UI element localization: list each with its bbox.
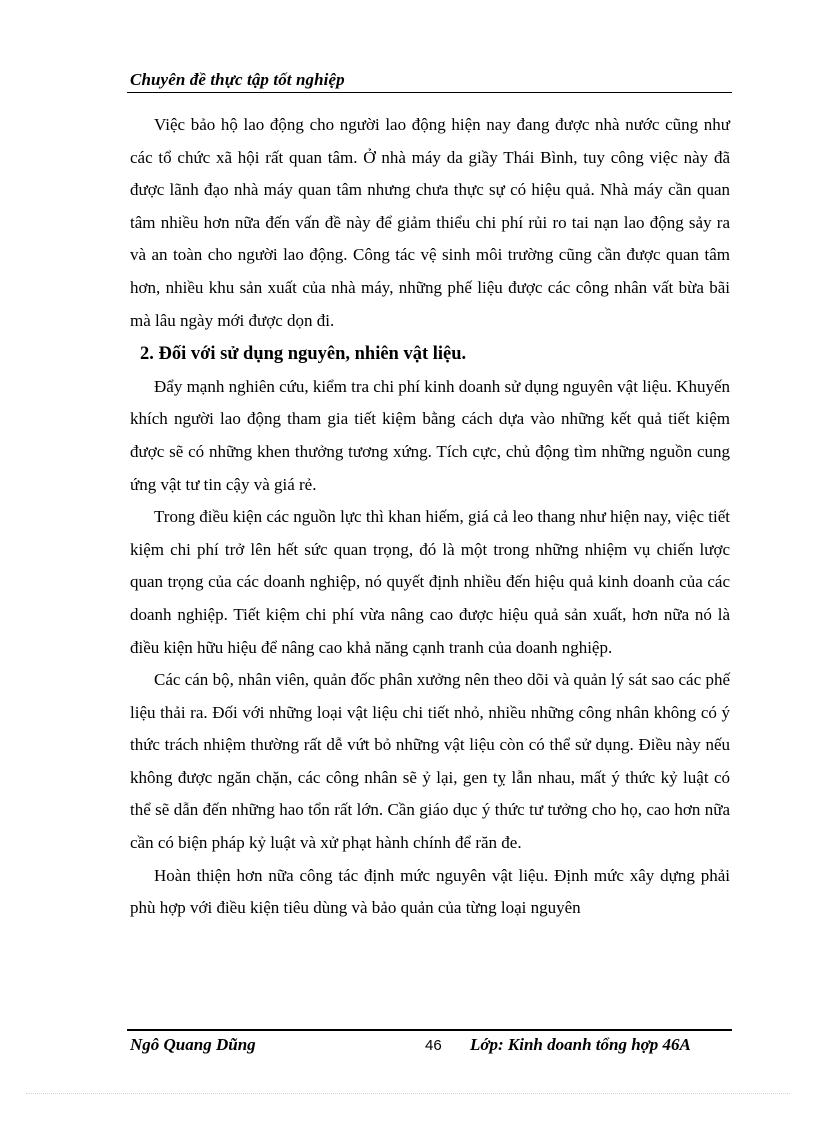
page-number: 46 <box>425 1037 442 1054</box>
paragraph-research: Đẩy mạnh nghiên cứu, kiểm tra chi phí kinh doanh sử dụng nguyên vật liệu. Khuyến khích người lao động tham gia tiết kiệm bằng cách dựa vào những kết quả tiết kiệm được sẽ có những khen thưởng tương xứng. Tích cực, chủ động tìm những nguồn cung ứng vật tư tin cậy và giá rẻ. <box>130 376 731 494</box>
header-divider <box>127 92 732 93</box>
paragraph-labor-protection: Việc bảo hộ lao động cho người lao động hiện nay đang được nhà nước cũng như các tổ chức xã hội rất quan tâm. Ở nhà máy da giầy Thái Bình, tuy công việc này đã được lãnh đạo nhà máy quan tâm nhưng chưa thực sự có hiệu quả. Nhà máy cần quan tâm nhiều hơn nữa đến vấn đề này để giảm thiểu chi phí rủi ro tai nạn lao động sảy ra và an toàn cho người lao động. Công tác vệ sinh môi trường cũng cần được quan tâm hơn, nhiều khu sản xuất của nhà máy, những phế liệu được các công nhân vất bừa bãi mà lâu ngày mới được dọn đi. <box>130 115 730 330</box>
paragraph-material-norms: Hoàn thiện hơn nữa công tác định mức nguyên vật liệu. Định mức xây dựng phải phù hợp với điều kiện tiêu dùng và bảo quản của từng loại nguyên <box>130 865 730 918</box>
footer-author: Ngô Quang Dũng <box>130 1035 256 1054</box>
document-body <box>130 109 730 925</box>
paragraph-cost-saving: Trong điều kiện các nguồn lực thì khan hiếm, giá cả leo thang như hiện nay, việc tiết kiệm chi phí trở lên hết sức quan trọng, đó là một trong những nhiệm vụ chiến lược quan trọng của các doanh nghiệp, nó quyết định nhiều đến hiệu quả kinh doanh của các doanh nghiệp. Tiết kiệm chi phí vừa nâng cao được hiệu quả sản xuất, hơn nữa nó là điều kiện hữu hiệu để nâng cao khả năng cạnh tranh của doanh nghiệp. <box>130 507 730 657</box>
paragraph-scrap-management: Các cán bộ, nhân viên, quản đốc phân xưởng nên theo dõi và quản lý sát sao các phế liệu thải ra. Đối với những loại vật liệu chi tiết nhỏ, nhiều những công nhân không có ý thức trách nhiệm thường rất dễ vứt bỏ những vật liệu còn có thể sử dụng. Điều này nếu không được ngăn chặn, các công nhân sẽ ỷ lại, gen tỵ lẫn nhau, mất ý thức kỷ luật có thể sẽ dẫn đến những hao tổn rất lớn. Cần giáo dục ý thức tư tưởng cho họ, cao hơn nữa cần có biện pháp kỷ luật và xử phạt hành chính để răn đe. <box>130 670 730 853</box>
section-heading: 2. Đối với sử dụng nguyên, nhiên vật liệu. <box>140 344 467 365</box>
footer-divider <box>127 1029 732 1031</box>
page-bottom-edge <box>26 1093 790 1094</box>
header-title: Chuyên đề thực tập tốt nghiệp <box>130 70 345 89</box>
footer-class: Lớp: Kinh doanh tổng hợp 46A <box>470 1035 691 1054</box>
